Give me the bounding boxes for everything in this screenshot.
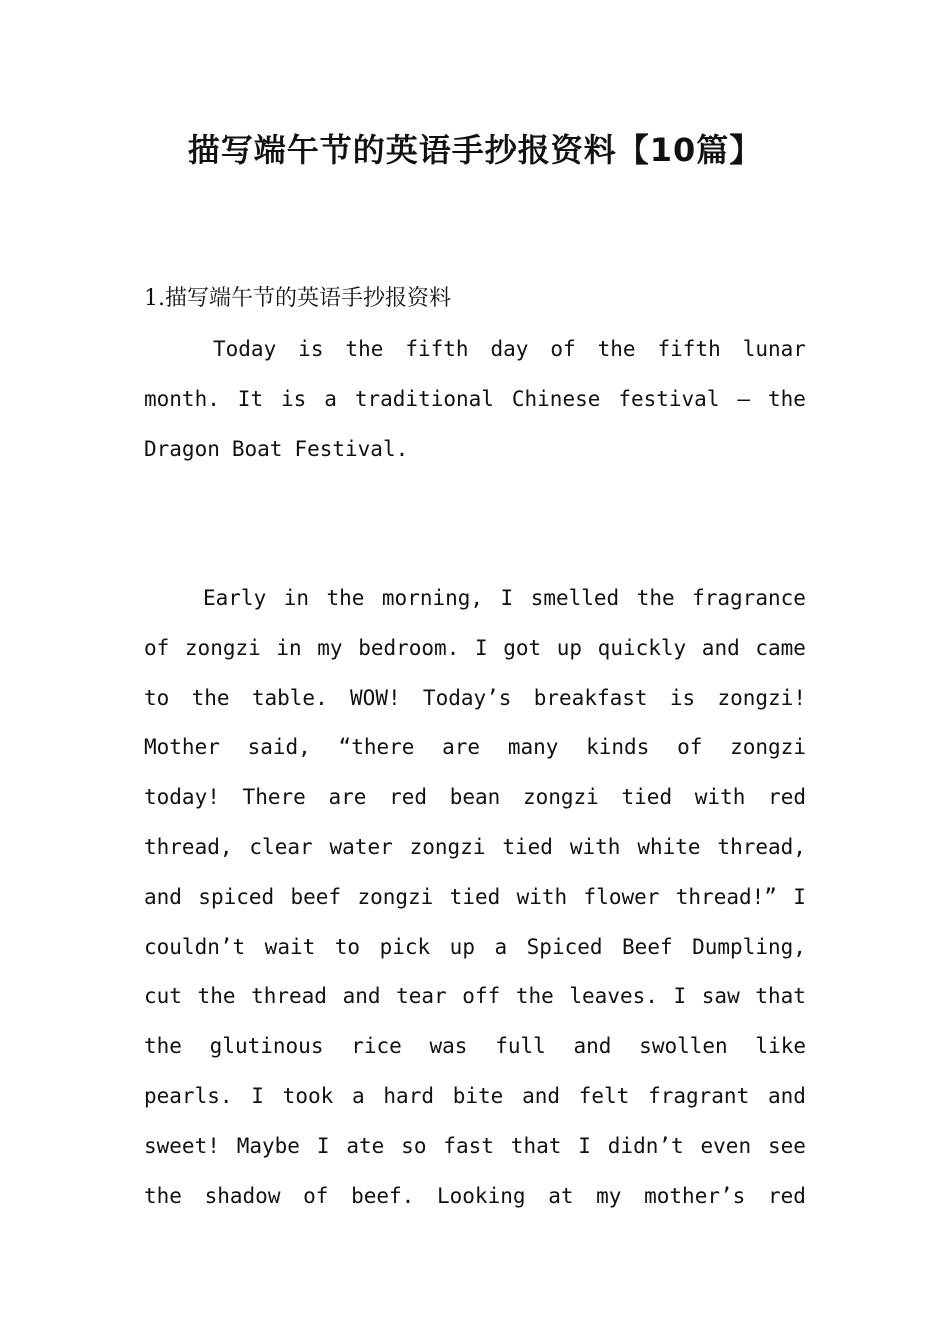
- word: and: [573, 1034, 612, 1059]
- word: saw: [701, 984, 740, 1009]
- word: spiced: [198, 884, 275, 909]
- word: my: [596, 1183, 622, 1208]
- word: of: [550, 337, 576, 361]
- word: I: [474, 635, 488, 660]
- word: glutinous: [209, 1034, 324, 1059]
- word: festival: [618, 386, 720, 411]
- word: fragrant: [648, 1083, 750, 1108]
- word: pearls.: [144, 1083, 233, 1108]
- word: Looking: [437, 1183, 526, 1208]
- word: a: [352, 1083, 365, 1108]
- word: I: [500, 586, 514, 610]
- word: at: [548, 1183, 574, 1208]
- word: with: [516, 884, 568, 909]
- paragraph-line: [144, 773, 806, 823]
- paragraph-line: [144, 823, 806, 873]
- word: “there: [338, 735, 415, 760]
- word: so: [401, 1133, 427, 1158]
- word: felt: [578, 1083, 630, 1108]
- word: fifth: [405, 337, 469, 361]
- word: month.: [144, 386, 220, 411]
- word: tied: [502, 834, 553, 859]
- paragraph-line: [144, 923, 806, 973]
- word: the: [197, 984, 236, 1009]
- word: Dragon: [144, 436, 220, 461]
- word: ate: [346, 1133, 385, 1158]
- word: Boat: [231, 436, 283, 461]
- word: was: [429, 1034, 468, 1059]
- word: are: [442, 735, 481, 760]
- word: couldn’t: [144, 934, 246, 959]
- paragraph-line: [144, 873, 806, 923]
- word: in: [283, 586, 309, 610]
- word: tied: [621, 785, 673, 810]
- word: a: [494, 934, 508, 959]
- word: of: [677, 735, 703, 760]
- word: water: [329, 834, 393, 859]
- word: –: [737, 386, 751, 411]
- word: that: [510, 1133, 562, 1158]
- word: bedroom.: [358, 635, 460, 660]
- paragraph-line: [144, 1072, 806, 1122]
- word: off: [462, 984, 501, 1009]
- word: red: [768, 785, 806, 810]
- word: Chinese: [511, 386, 601, 411]
- word: and: [767, 1083, 806, 1108]
- word: the: [597, 337, 636, 361]
- word: the: [768, 386, 806, 411]
- word: smelled: [530, 586, 620, 610]
- word: clear: [249, 834, 313, 859]
- paragraph-line: [144, 325, 806, 375]
- word: thread,: [717, 834, 806, 859]
- word: Beef: [622, 934, 673, 959]
- word: of: [144, 635, 170, 660]
- word: thread: [251, 984, 327, 1009]
- word: thread!”: [675, 884, 777, 909]
- word: WOW!: [350, 685, 401, 710]
- word: zongzi: [522, 785, 599, 810]
- paragraph-line: [144, 425, 806, 475]
- paragraph-line: [144, 375, 806, 425]
- word: a: [324, 386, 337, 411]
- paragraph-line: [144, 723, 806, 773]
- word: tear: [396, 984, 447, 1009]
- word: is: [669, 685, 696, 710]
- word: beef: [290, 884, 342, 909]
- word: like: [755, 1034, 806, 1059]
- word: morning,: [381, 586, 484, 610]
- word: swollen: [639, 1034, 728, 1059]
- word: today!: [144, 785, 220, 810]
- word: kinds: [586, 735, 650, 760]
- section-heading: 1.描写端午节的英语手抄报资料: [144, 286, 451, 311]
- word: many: [507, 735, 559, 760]
- word: lunar: [742, 337, 806, 361]
- paragraph-line: [144, 624, 806, 674]
- word: zongzi: [357, 884, 434, 909]
- word: and: [701, 635, 740, 660]
- word: It: [237, 386, 264, 411]
- word: wait: [264, 934, 316, 959]
- word: bite: [452, 1083, 504, 1108]
- word: Today: [213, 337, 277, 361]
- word: table.: [251, 685, 328, 710]
- word: Mother: [144, 735, 220, 760]
- paragraph-line: [144, 574, 806, 624]
- paragraph-morning: [144, 574, 806, 1221]
- word: the: [636, 586, 675, 610]
- word: mother’s: [644, 1183, 746, 1208]
- word: rice: [351, 1034, 402, 1059]
- paragraph-line: [144, 972, 806, 1022]
- word: I: [673, 984, 687, 1009]
- word: the: [515, 984, 554, 1009]
- word: see: [767, 1133, 806, 1158]
- word: are: [328, 785, 367, 810]
- word: pick: [379, 934, 431, 959]
- word: sweet!: [144, 1133, 220, 1158]
- word: There: [242, 785, 306, 810]
- word: fragrance: [692, 586, 806, 610]
- word: the: [326, 586, 365, 610]
- word: to: [334, 934, 361, 959]
- word: bean: [449, 785, 501, 810]
- word: white: [637, 834, 701, 859]
- word: Early: [203, 586, 267, 610]
- word: full: [495, 1034, 546, 1059]
- word: took: [282, 1083, 334, 1108]
- word: said,: [247, 735, 311, 760]
- word: zongzi: [730, 735, 806, 760]
- word: beef.: [351, 1183, 415, 1208]
- word: up: [556, 635, 583, 660]
- word: and: [522, 1083, 560, 1108]
- word: the: [144, 1034, 182, 1059]
- paragraph-intro: [144, 325, 806, 474]
- word: got: [503, 635, 542, 660]
- word: zongzi: [184, 635, 261, 660]
- word: traditional: [354, 386, 494, 411]
- word: cut: [144, 984, 182, 1009]
- word: shadow: [204, 1183, 281, 1208]
- word: zongzi!: [717, 685, 806, 710]
- paragraph-line: [144, 1122, 806, 1172]
- word: Festival.: [294, 436, 409, 461]
- word: I: [316, 1133, 330, 1158]
- word: fifth: [657, 337, 721, 361]
- word: with: [694, 785, 746, 810]
- word: Today’s: [422, 685, 512, 710]
- word: Maybe: [236, 1133, 300, 1158]
- word: fast: [443, 1133, 494, 1158]
- word: with: [569, 834, 621, 859]
- paragraph-line: [144, 1172, 806, 1222]
- word: breakfast: [533, 685, 648, 710]
- word: flower: [583, 884, 660, 909]
- word: the: [345, 337, 384, 361]
- word: I: [578, 1133, 591, 1158]
- word: red: [389, 785, 428, 810]
- word: my: [317, 635, 343, 660]
- word: leaves.: [569, 984, 658, 1009]
- word: even: [700, 1133, 752, 1158]
- word: tied: [449, 884, 501, 909]
- paragraph-line: [144, 1022, 806, 1072]
- word: red: [767, 1183, 806, 1208]
- word: is: [298, 337, 324, 361]
- word: that: [755, 984, 806, 1009]
- document-title: 描写端午节的英语手抄报资料【10篇】: [187, 131, 763, 169]
- word: came: [755, 635, 806, 660]
- word: is: [281, 386, 307, 411]
- word: I: [251, 1083, 264, 1108]
- word: Spiced: [526, 934, 603, 959]
- word: quickly: [597, 635, 687, 660]
- word: hard: [383, 1083, 434, 1108]
- word: of: [303, 1183, 329, 1208]
- word: thread,: [144, 834, 233, 859]
- word: and: [144, 884, 182, 909]
- word: in: [276, 635, 302, 660]
- word: the: [144, 1183, 182, 1208]
- word: up: [449, 934, 475, 959]
- word: the: [191, 685, 230, 710]
- word: Dumpling,: [692, 934, 806, 959]
- paragraph-line: [144, 674, 806, 724]
- word: day: [490, 337, 529, 361]
- word: I: [793, 884, 806, 909]
- word: to: [144, 685, 170, 710]
- word: and: [342, 984, 381, 1009]
- word: zongzi: [409, 834, 486, 859]
- word: didn’t: [607, 1133, 684, 1158]
